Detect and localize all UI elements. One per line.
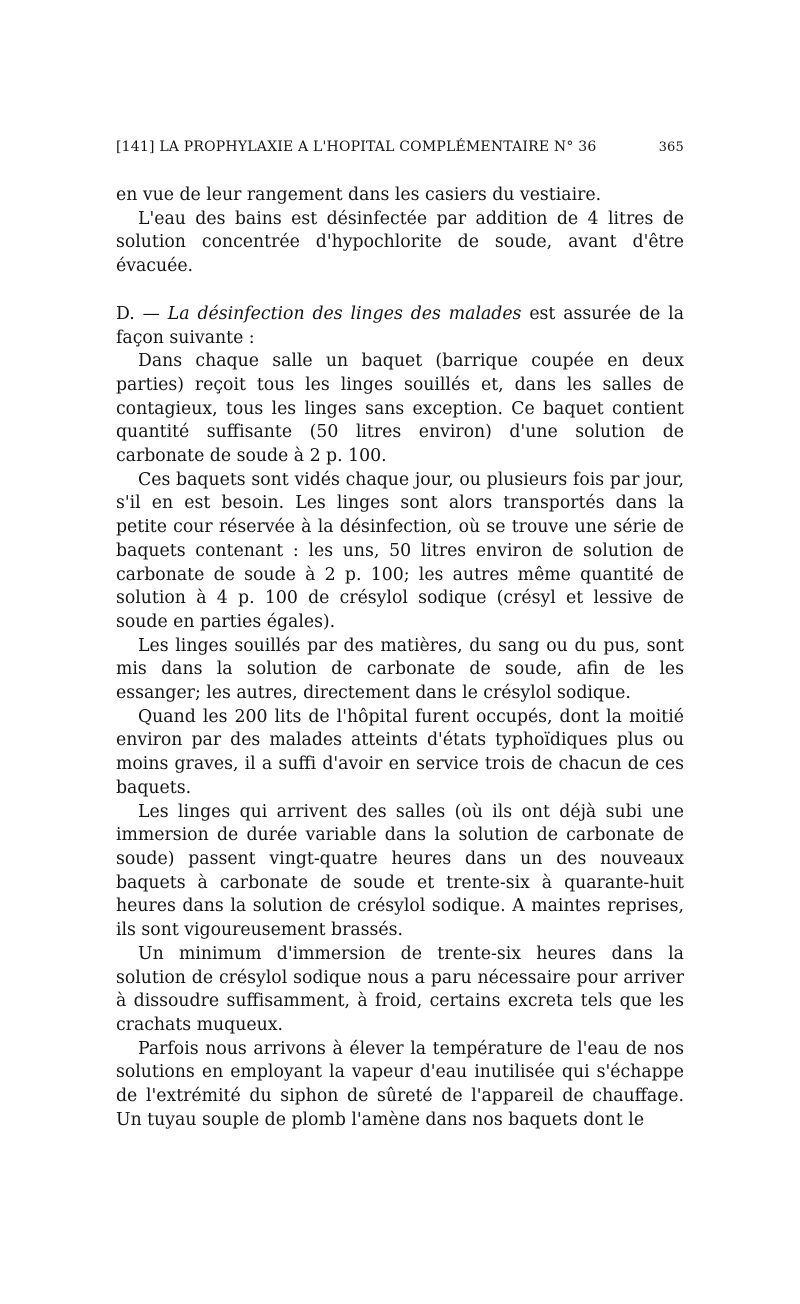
paragraph-section-d — [116, 303, 684, 350]
paragraph-temperature: Parfois nous arrivons à élever la température de l'eau de nos solutions en employant la vapeur d'eau inutilisée qui s'échappe de l'extrémité du siphon de sûreté de l'appareil de chauffage. Un tuyau souple de plomb l'amène dans nos baquets dont le — [116, 1038, 684, 1130]
paragraph-minimum: Un minimum d'immersion de trente-six heures dans la solution de crésylol sodique nous a paru nécessaire pour arriver à dissoudre suffisamment, à froid, certains excreta tels que les crachats muqueux. — [116, 943, 684, 1035]
paragraph-soiled-linens: Les linges souillés par des matières, du sang ou du pus, sont mis dans la solution de carbonate de soude, afin de les essanger; les autres, directement dans le crésylol sodique. — [116, 635, 684, 704]
header-issue: N° 36 — [553, 139, 597, 155]
document-page — [116, 140, 684, 1132]
header-bracket-ref: [141] — [116, 139, 155, 155]
paragraph-emptying: Ces baquets sont vidés chaque jour, ou plusieurs fois par jour, s'il en est besoin. Les linges sont alors transportés dans la petite cour réservée à la désinfection, où se trouve une série de baquets contenant : les uns, 50 litres environ de solution de carbonate de soude à 2 p. 100; les autres même quantité de solution à 4 p. 100 de crésylol sodique (crésyl et lessive de soude en parties égales). — [116, 469, 684, 632]
paragraph-bath-water: L'eau des bains est désinfectée par addition de 4 litres de solution concentrée d'hypochlorite de soude, avant d'être évacuée. — [116, 208, 684, 277]
section-d-rest: est assurée de la façon suivante : — [116, 303, 685, 348]
paragraph-continuation: en vue de leur rangement dans les casiers du vestiaire. — [116, 185, 602, 205]
paragraph-baquet: Dans chaque salle un baquet (barrique coupée en deux parties) reçoit tous les linges souillés et, dans les salles de contagieux, tous les linges sans exception. Ce baquet contient quantité suffisante (50 litres environ) d'une solution de carbonate de soude à 2 p. 100. — [116, 351, 684, 467]
section-d-italic-title: La désinfection des linges des malades — [167, 303, 522, 324]
running-header — [116, 140, 684, 162]
page-number: 365 — [658, 140, 684, 155]
section-d-label: D. — — [116, 303, 160, 324]
header-title: LA PROPHYLAXIE A L'HOPITAL COMPLÉMENTAIRE — [159, 139, 550, 155]
paragraph-beds: Quand les 200 lits de l'hôpital furent occupés, dont la moitié environ par des malades atteints d'états typhoïdiques plus ou moins graves, il a suffi d'avoir en service trois de chacun de ces baquets. — [116, 706, 684, 798]
header-left — [116, 140, 596, 154]
paragraph-immersion: Les linges qui arrivent des salles (où ils ont déjà subi une immersion de durée variable dans la solution de carbonate de soude) passent vingt-quatre heures dans un des nouveaux baquets à carbonate de soude et trente-six à quarante-huit heures dans la solution de crésylol sodique. A maintes reprises, ils sont vigoureusement brassés. — [116, 801, 684, 941]
body-text — [116, 184, 684, 1132]
